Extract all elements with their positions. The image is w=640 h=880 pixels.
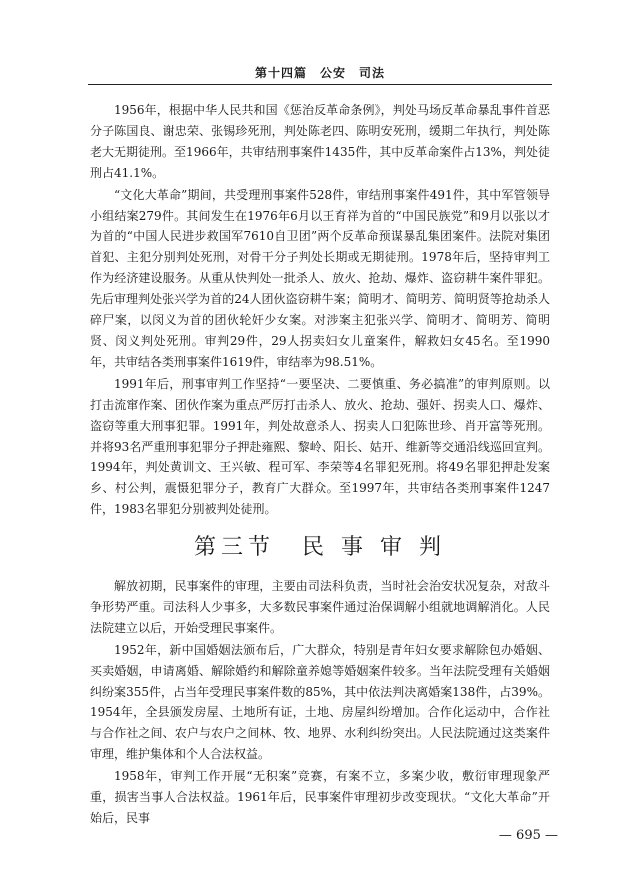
paragraph: 1958年，审判工作开展“无积案”竞赛，有案不立，多案少收，敷衍审理现象严重，损害当事人合法权益。1961年后，民事案件审理初步改变现状。“文化大革命”开始后，民事	[90, 769, 550, 825]
page-number: — 695 —	[498, 828, 558, 843]
paragraph: 1956年，根据中华人民共和国《惩治反革命条例》，判处马场反革命暴乱事件首恶分子陈国良、谢忠荣、张锡珍死刑，判处陈老四、陈明安死刑，缓期二年执行，判处陈老大无期徒刑。至1966年，共审结刑事案件1435件，其中反革命案件占13%，判处徒刑占41.1%。	[90, 103, 550, 180]
header-rule	[88, 84, 552, 85]
paragraph: 1991年后，刑事审判工作坚持“一要坚决、二要慎重、务必搞准”的审判原则。以打击流窜作案、团伙作案为重点严厉打击杀人、放火、抢劫、强奸、拐卖人口、爆炸、盗窃等重大刑事犯罪。1991年，判处故意杀人、拐卖人口犯陈世珍、肖开富等死刑。并将93名严重刑事犯罪分子押赴雍熙、黎岭、阳长、姑开、维新等交通沿线巡回宣判。1994年，判处黄训文、王兴敏、程可军、李荣等4名罪犯死刑。将49名罪犯押赴发案乡、村公判，震慑犯罪分子，教育广大群众。至1997年，共审结各类刑事案件1247件，1983名罪犯分别被判处徒刑。	[90, 376, 550, 517]
paragraph: “文化大革命”期间，共受理刑事案件528件，审结刑事案件491件，其中军管领导小组结案279件。其间发生在1976年6月以王育祥为首的“中国民族党”和9月以张以才为首的“中国人民进步救国军7610自卫团”两个反革命预谋暴乱集团案件。法院对集团首犯、主犯分别判处死刑，对骨干分子判处长期或无期徒刑。1978年后，坚持审判工作为经济建设服务。从重从快判处一批杀人、放火、抢劫、爆炸、盗窃耕牛案件罪犯。先后审理判处张兴学为首的24人团伙盗窃耕牛案；简明才、简明芳、简明贤等抢劫杀人碎尸案，以闵义为首的团伙轮奸少女案。对涉案主犯张兴学、简明才、简明芳、简明贤、闵义判处死刑。审判29件，29人拐卖妇女儿童案件，解救妇女45名。至1990年，共审结各类刑事案件1619件，审结率为98.51%。	[90, 187, 550, 369]
paragraph: 解放初期，民事案件的审理，主要由司法科负责，当时社会治安状况复杂，对敌斗争形势严重。司法科人少事多，大多数民事案件通过治保调解小组就地调解消化。人民法院建立以后，开始受理民事案件。	[90, 579, 550, 635]
criminal-trial-text	[90, 100, 550, 521]
paragraph: 1952年，新中国婚姻法颁布后，广大群众，特别是青年妇女要求解除包办婚姻、买卖婚姻，申请离婚、解除婚约和解除童养媳等婚姻案件较多。当年法院受理有关婚姻纠纷案355件，占当年受理民事案件数的85%，其中依法判决离婚案138件，占39%。1954年，全县颁发房屋、土地所有证，土地、房屋纠纷增加。合作化运动中，合作社与合作社之间、农户与农户之间林、牧、地界、水利纠纷突出。人民法院通过这类案件审理，维护集体和个人合法权益。	[90, 642, 550, 762]
running-header: 第十四篇 公安 司法	[254, 66, 385, 80]
section-title: 第三节 民 事 审 判	[194, 535, 446, 560]
civil-trial-text	[90, 576, 550, 830]
